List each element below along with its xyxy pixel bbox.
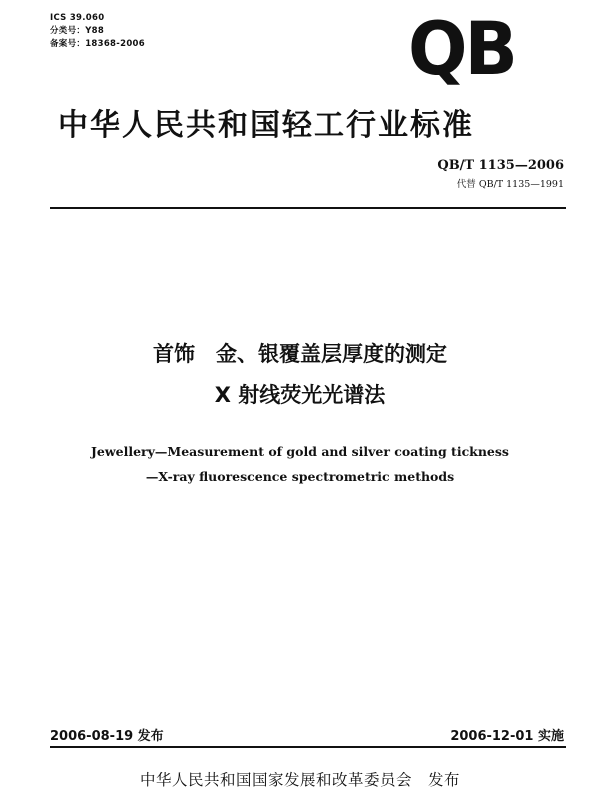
standard-number: QB/T 1135—2006 — [437, 158, 564, 173]
issuing-authority: 中华人民共和国国家发展和改革委员会 发布 — [139, 771, 460, 789]
issue-date: 2006-08-19 发布 — [50, 729, 164, 744]
document-title-cn-line1: 首饰 金、银覆盖层厚度的测定 — [153, 342, 447, 366]
standard-title: 中华人民共和国轻工行业标准 — [58, 108, 474, 143]
document-title-cn-line2: X 射线荧光光谱法 — [214, 383, 386, 407]
record-number: 备案号：18368-2006 — [50, 39, 145, 49]
ics-code: ICS 39.060 — [50, 13, 105, 23]
footer-divider — [50, 746, 566, 748]
header-divider — [50, 207, 566, 209]
implementation-date: 2006-12-01 实施 — [450, 729, 564, 744]
category-code: 分类号：Y88 — [50, 26, 105, 36]
document-title-en-line2: —X-ray fluorescence spectrometric methods — [145, 469, 455, 484]
document-title-en-line1: Jewellery—Measurement of gold and silver coating tickness — [91, 444, 509, 459]
qb-logo: QB — [408, 5, 515, 93]
replaced-standard: 代替 QB/T 1135—1991 — [456, 179, 564, 190]
